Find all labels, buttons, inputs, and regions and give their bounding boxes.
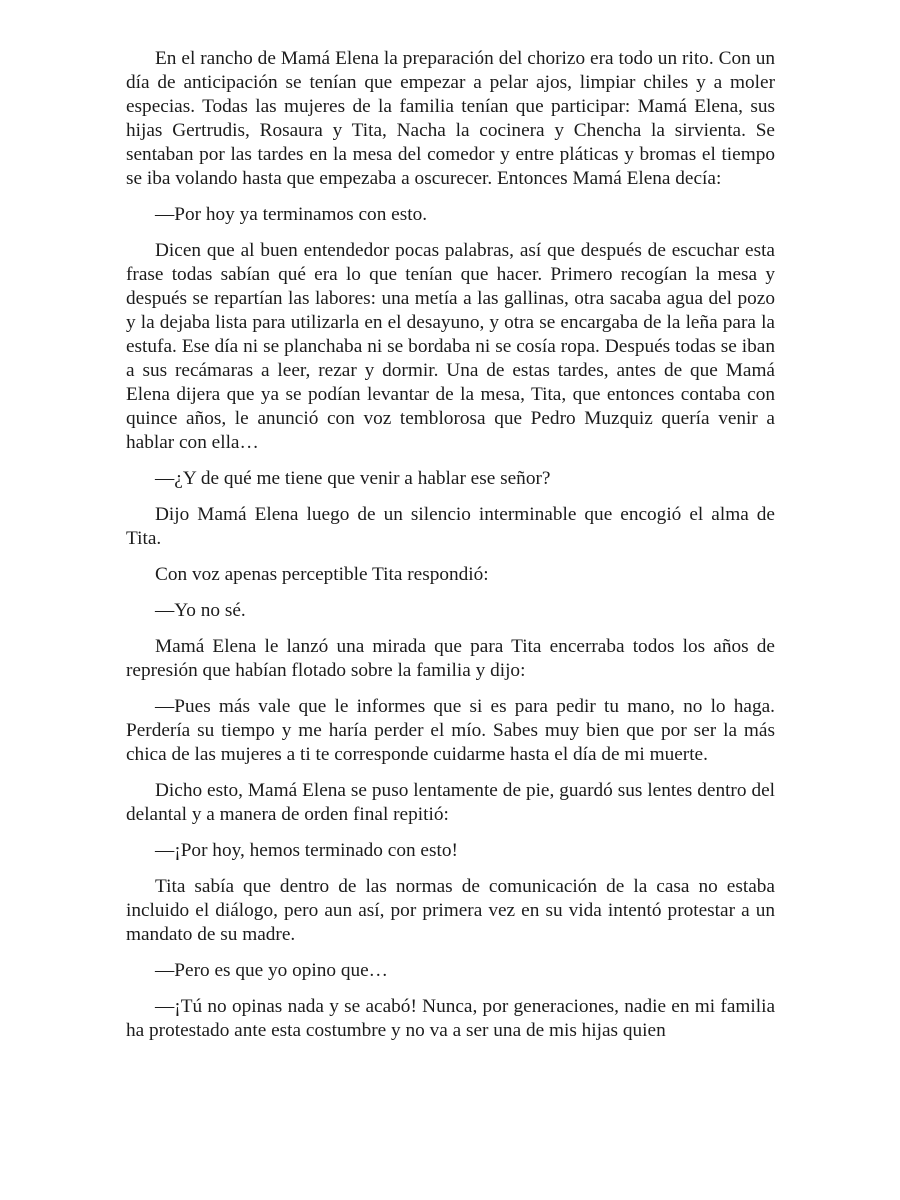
paragraph: Con voz apenas perceptible Tita respondió: — [155, 564, 489, 585]
dialogue-line: —Pues más vale que le informes que si es para pedir tu mano, no lo haga. Perdería su tiempo y me haría perder el mío. Sabes muy bien que por ser la más chica de las mujeres a ti te corresponde cuidarme hasta el día de mi muerte. — [126, 696, 775, 765]
paragraph: Mamá Elena le lanzó una mirada que para Tita encerraba todos los años de represión que habían flotado sobre la familia y dijo: — [126, 636, 775, 681]
dialogue-line: —Pero es que yo opino que… — [155, 960, 388, 981]
paragraph-chorizo-ritual: En el rancho de Mamá Elena la preparación del chorizo era todo un rito. Con un día de anticipación se tenían que empezar a pelar ajos, limpiar chiles y a moler especias. Todas las mujeres de la familia tenían que participar: Mamá Elena, sus hijas Gertrudis, Rosaura y Tita, Nacha la cocinera y Chencha la sirvienta. Se sentaban por las tardes en la mesa del comedor y entre pláticas y bromas el tiempo se iba volando hasta que empezaba a oscurecer. Entonces Mamá Elena decía: — [126, 48, 775, 189]
dialogue-line: —¡Tú no opinas nada y se acabó! Nunca, por generaciones, nadie en mi familia ha protestado ante esta costumbre y no va a ser una de mis hijas quien — [126, 996, 775, 1041]
dialogue-line: —Por hoy ya terminamos con esto. — [155, 204, 428, 225]
book-page-text — [126, 47, 775, 1055]
dialogue-line: —¿Y de qué me tiene que venir a hablar ese señor? — [155, 468, 551, 489]
paragraph: Dicho esto, Mamá Elena se puso lentamente de pie, guardó sus lentes dentro del delantal y a manera de orden final repitió: — [126, 780, 775, 825]
paragraph: Dijo Mamá Elena luego de un silencio interminable que encogió el alma de Tita. — [126, 504, 775, 549]
paragraph-evening-chores: Dicen que al buen entendedor pocas palabras, así que después de escuchar esta frase todas sabían qué era lo que tenían que hacer. Primero recogían la mesa y después se repartían las labores: una metía a las gallinas, otra sacaba agua del pozo y la dejaba lista para utilizarla en el desayuno, y otra se encargaba de la leña para la estufa. Ese día ni se planchaba ni se bordaba ni se cosía ropa. Después todas se iban a sus recámaras a leer, rezar y dormir. Una de estas tardes, antes de que Mamá Elena dijera que ya se podían levantar de la mesa, Tita, que entonces contaba con quince años, le anunció con voz temblorosa que Pedro Muzquiz quería venir a hablar con ella… — [126, 240, 775, 453]
dialogue-line: —Yo no sé. — [155, 600, 246, 621]
dialogue-line: —¡Por hoy, hemos terminado con esto! — [155, 840, 458, 861]
paragraph: Tita sabía que dentro de las normas de comunicación de la casa no estaba incluido el diálogo, pero aun así, por primera vez en su vida intentó protestar a un mandato de su madre. — [126, 876, 775, 945]
